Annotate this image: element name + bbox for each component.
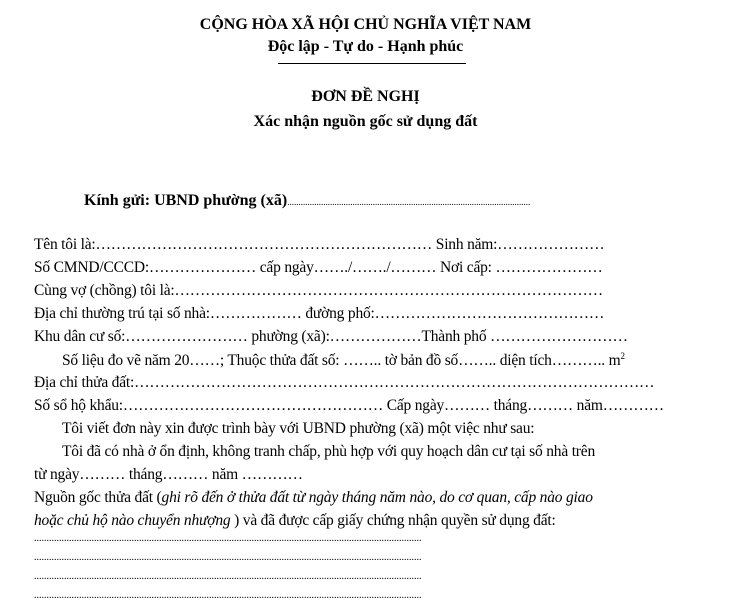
- origin-line-1: [34, 489, 593, 507]
- origin-certificate: ) và đã được cấp giấy chứng nhận quyền sử dụng đất:: [230, 512, 556, 529]
- blank-line-3: ...........................................................................................................................................................: [34, 571, 422, 582]
- household-line: Số sổ hộ khẩu:…………………………………………… Cấp ngày……… tháng……… năm…………: [34, 397, 664, 414]
- recipient-dots: ............................................................................................................: [287, 197, 531, 207]
- id-line: Số CMND/CCCD:………………… cấp ngày……./……./……… Nơi cấp: …………………: [34, 259, 603, 276]
- origin-instruction: ghi rõ đến ở thửa đất từ ngày tháng năm nào, do cơ quan, cấp nào giao: [161, 489, 593, 506]
- land-address-line: Địa chỉ thửa đất:…………………………………………………………………………………………: [34, 374, 655, 391]
- residence-date: từ ngày……… tháng……… năm …………: [34, 466, 303, 483]
- origin-line-2: [34, 512, 556, 530]
- spouse-line: Cùng vợ (chồng) tôi là:…………………………………………………………………………: [34, 282, 603, 299]
- survey-line: [62, 351, 702, 370]
- survey-text: Số liệu đo vẽ năm 20……; Thuộc thửa đất số: …….. tờ bản đồ số…….. diện tích……….. m: [62, 352, 621, 370]
- residence-statement: Tôi đã có nhà ở ổn định, không tranh chấp, phù hợp với quy hoạch dân cư tại số nhà trên: [62, 443, 595, 460]
- origin-instruction-cont: hoặc chủ hộ nào chuyển nhượng: [34, 512, 231, 529]
- blank-line-4: ...........................................................................................................................................................: [34, 590, 422, 601]
- blank-line-1: ...........................................................................................................................................................: [34, 533, 422, 544]
- form-subtitle: Xác nhận nguồn gốc sử dụng đất: [253, 113, 478, 130]
- name-line: Tên tôi là:………………………………………………………… Sinh năm:…………………: [34, 236, 605, 253]
- origin-label: Nguồn gốc thửa đất (: [34, 489, 162, 506]
- address-line: Địa chỉ thường trú tại số nhà:……………… đường phố:………………………………………: [34, 305, 605, 322]
- area-line: Khu dân cư số:…………………… phường (xã):………………Thành phố ………………………: [34, 328, 628, 345]
- recipient-label: Kính gửi: UBND phường (xã): [84, 192, 288, 209]
- recipient-line: [84, 192, 696, 210]
- form-title: ĐƠN ĐỀ NGHỊ: [311, 88, 420, 105]
- request-intro: Tôi viết đơn này xin được trình bày với UBND phường (xã) một việc như sau:: [62, 420, 535, 437]
- motto: Độc lập - Tự do - Hạnh phúc: [267, 38, 464, 55]
- nation-heading: CỘNG HÒA XÃ HỘI CHỦ NGHĨA VIỆT NAM: [199, 16, 532, 33]
- blank-line-2: ...........................................................................................................................................................: [34, 552, 422, 563]
- motto-underline: [278, 63, 466, 64]
- square-superscript: 2: [620, 351, 625, 361]
